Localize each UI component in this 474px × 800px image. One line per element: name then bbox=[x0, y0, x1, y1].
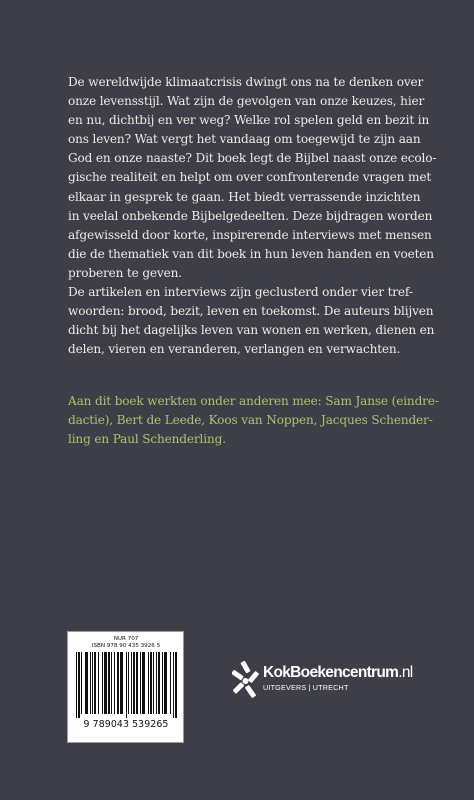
barcode-bar bbox=[133, 652, 135, 714]
barcode-bar bbox=[98, 652, 99, 714]
blurb-line: in veelal onbekende Bijbelgedeelten. Deze bijdragen worden bbox=[68, 208, 433, 223]
blurb-line: afgewisseld door korte, inspirerende interviews met mensen bbox=[68, 227, 432, 242]
isbn-barcode bbox=[67, 631, 184, 743]
blurb-line: De artikelen en interviews zijn geclusterd onder vier tref- bbox=[68, 285, 413, 300]
blurb-line: delen, vieren en veranderen, verlangen en verwachten. bbox=[68, 342, 401, 357]
barcode-bar bbox=[128, 652, 129, 714]
barcode-bar bbox=[170, 652, 171, 714]
barcode-bar bbox=[162, 652, 163, 714]
back-cover-blurb bbox=[68, 73, 437, 359]
barcode-bar bbox=[81, 652, 82, 714]
blurb-paragraph bbox=[68, 283, 435, 359]
blurb-paragraph bbox=[68, 73, 437, 283]
blurb-line: God en onze naaste? Dit boek legt de Bijbel naast onze ecolo- bbox=[68, 151, 437, 166]
barcode-bar bbox=[142, 652, 145, 714]
publisher-name-suffix: .nl bbox=[398, 664, 413, 681]
barcode-bar bbox=[108, 652, 110, 714]
barcode-bars bbox=[74, 652, 178, 718]
barcode-bar bbox=[104, 652, 107, 714]
blurb-line: elkaar in gesprek te gaan. Het biedt verrassende inzichten bbox=[68, 189, 421, 204]
barcode-bar bbox=[117, 652, 119, 714]
barcode-digits: 9 789043 539265 bbox=[83, 719, 169, 730]
barcode-bar bbox=[175, 652, 177, 718]
nur-code: NUR 707 bbox=[113, 636, 139, 642]
blurb-line: onze levensstijl. Wat zijn de gevolgen van onze keuzes, hier bbox=[68, 94, 425, 109]
publisher-name-bold: KokBoekencentrum bbox=[263, 664, 399, 681]
blurb-line: dicht bij het dagelijks leven van wonen en werken, dienen en bbox=[68, 323, 435, 338]
contributors-note bbox=[68, 392, 439, 449]
publisher-logo bbox=[232, 660, 432, 702]
barcode-bar bbox=[94, 652, 96, 714]
blurb-line: en nu, dichtbij en ver weg? Welke rol spelen geld en bezit in bbox=[68, 113, 430, 128]
barcode-bar bbox=[114, 652, 115, 714]
barcode-bar bbox=[156, 652, 157, 714]
barcode-bar bbox=[102, 652, 103, 714]
barcode-bar bbox=[136, 652, 138, 714]
blurb-line: woorden: brood, bezit, leven en toekomst. De auteurs blijven bbox=[68, 304, 434, 319]
isbn-number: ISBN 978 90 435 3926 5 bbox=[91, 643, 161, 649]
blurb-line: gische realiteit en helpt om over confronterende vragen met bbox=[68, 170, 432, 185]
barcode-bar bbox=[92, 652, 93, 714]
blurb-line: die de thematiek van dit boek in hun leven handen en voeten bbox=[68, 246, 434, 261]
blurb-line: proberen te geven. bbox=[68, 265, 182, 280]
publisher-asterisk-icon bbox=[232, 660, 260, 700]
barcode-bar bbox=[126, 652, 127, 718]
barcode-bar bbox=[85, 652, 88, 714]
barcode-bar bbox=[78, 652, 80, 718]
blurb-line: ons leven? Wat vergt het vandaag om toegewijd te zijn aan bbox=[68, 132, 421, 147]
barcode-bar bbox=[140, 652, 141, 714]
barcode-bar bbox=[148, 652, 149, 714]
barcode-bar bbox=[90, 652, 91, 714]
contributors-line: Aan dit boek werkten onder anderen mee: Sam Janse (eindre- bbox=[68, 394, 439, 408]
barcode-bar bbox=[158, 652, 160, 714]
blurb-line: De wereldwijde klimaatcrisis dwingt ons na te denken over bbox=[68, 75, 424, 89]
contributors-line: ling en Paul Schenderling. bbox=[68, 432, 226, 447]
contributors-line: dactie), Bert de Leede, Koos van Noppen, Jacques Schender- bbox=[68, 413, 433, 428]
barcode-bar bbox=[76, 652, 77, 718]
barcode-bar bbox=[150, 652, 152, 714]
barcode-bar bbox=[153, 652, 154, 714]
barcode-bar bbox=[164, 652, 167, 714]
barcode-bar bbox=[173, 652, 174, 718]
publisher-name bbox=[263, 664, 413, 682]
barcode-bar bbox=[111, 652, 112, 714]
publisher-subtitle: UITGEVERS | UTRECHT bbox=[263, 683, 349, 692]
barcode-bar bbox=[131, 652, 132, 714]
barcode-bar bbox=[120, 652, 123, 714]
